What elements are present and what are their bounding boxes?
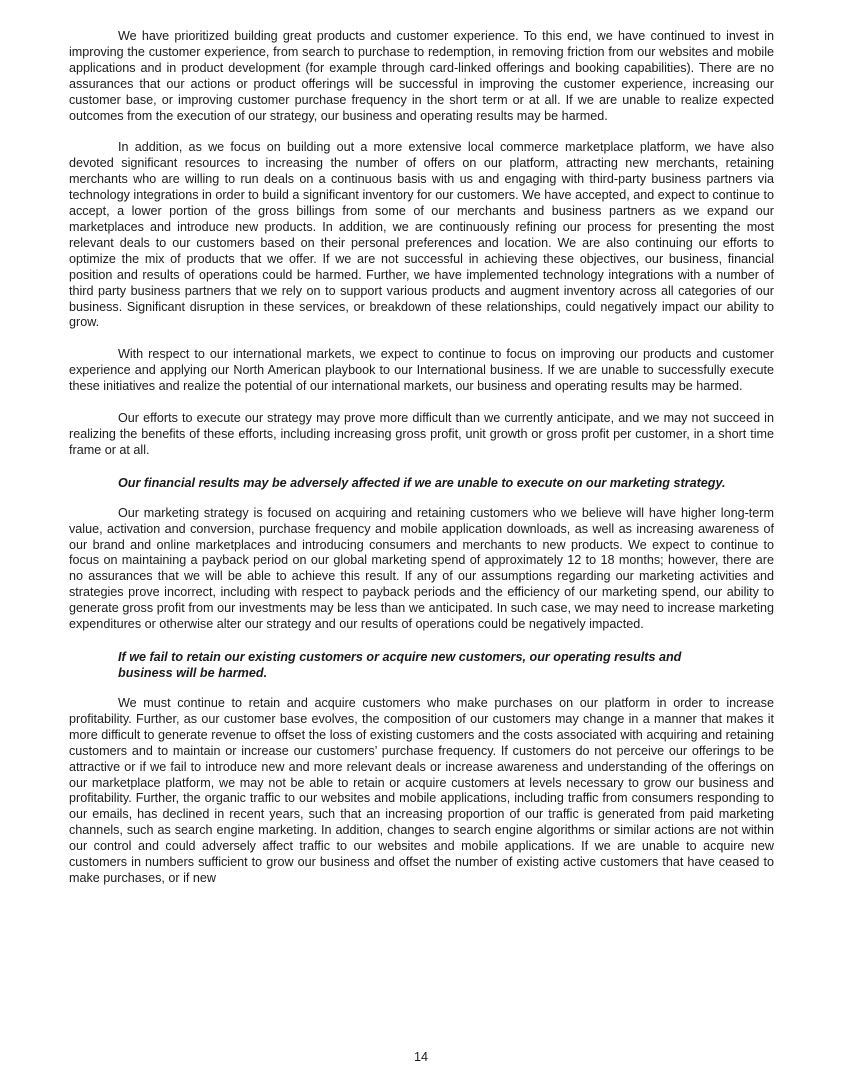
heading-customer-retention: If we fail to retain our existing customers or acquire new customers, our operating results and business will be harmed. (118, 650, 682, 680)
document-page (69, 29, 774, 887)
paragraph-marketing: Our marketing strategy is focused on acquiring and retaining customers who we believe will have higher long-term value, activation and conversion, purchase frequency and mobile application downloads, as well as increasing awareness of our brand and online marketplaces and introducing consumers and merchants to new products. We expect to continue to focus on maintaining a payback period on our global marketing spend of approximately 12 to 18 months; however, there are no assurances that we will be able to achieve this result. If any of our assumptions regarding our marketing activities and strategies prove incorrect, including with respect to payback periods and the efficiency of our marketing spend, our ability to generate gross profit from our investments may be less than we anticipated. In such case, we may need to increase marketing expenditures or otherwise alter our strategy and our results of operations could be negatively impacted. (69, 505, 774, 632)
paragraph-international: With respect to our international markets, we expect to continue to focus on improving our products and customer experience and applying our North American playbook to our International business. If we are unable to successfully execute these initiatives and realize the potential of our international markets, our business and operating results may be harmed. (69, 347, 774, 394)
page-number: 14 (413, 1050, 428, 1064)
paragraph-execution-risk: Our efforts to execute our strategy may prove more difficult than we currently anticipate, and we may not succeed in realizing the benefits of these efforts, including increasing gross profit, unit growth or gross profit per customer, in a short time frame or at all. (69, 411, 774, 457)
paragraph-customers: We must continue to retain and acquire customers who make purchases on our platform in order to increase profitability. Further, as our customer base evolves, the composition of our customers may change in a manner that makes it more difficult to generate revenue to offset the loss of existing customers and the costs associated with acquiring and retaining customers and to maintain or increase our customers’ purchase frequency. If customers do not perceive our offerings to be attractive or if we fail to introduce new and more relevant deals or increase awareness and understanding of the offerings on our marketplace platform, we may not be able to retain or acquire customers at levels necessary to grow our business and profitability. Further, the organic traffic to our websites and mobile applications, including traffic from consumers responding to our emails, has declined in recent years, such that an increasing proportion of our traffic is generated from paid marketing channels, such as search engine marketing. In addition, changes to search engine algorithms or similar actions are not within our control and could adversely affect traffic to our websites and mobile applications. If we are unable to acquire new customers in numbers sufficient to grow our business and offset the number of existing active customers that have ceased to make purchases, or if new (69, 696, 774, 885)
paragraph-local-commerce: In addition, as we focus on building out a more extensive local commerce marketplace platform, we have also devoted significant resources to increasing the number of offers on our platform, attracting new merchants, retaining merchants who are willing to run deals on a continuous basis with us and engaging with third-party business partners via technology integrations in order to build a significant inventory for our customers. We have accepted, and expect to continue to accept, a lower portion of the gross billings from some of our merchants and business partners as we expand our marketplaces and introduce new products. In addition, we are continuously refining our process for presenting the most relevant deals to our customers based on their personal preferences and location. We are also continuing our efforts to optimize the mix of products that we offer. If we are not successful in achieving these objectives, our business, financial position and results of operations could be harmed. Further, we have implemented technology integrations with a number of third party business partners that we rely on to support various products and augment inventory across all categories of our business. Significant disruption in these services, or breakdown of these relationships, could negatively impact our ability to grow. (69, 140, 774, 330)
paragraph-strategy-products: We have prioritized building great products and customer experience. To this end, we have continued to invest in improving the customer experience, from search to purchase to redemption, in removing friction from our websites and mobile applications and in product development (for example through card-linked offerings and booking capabilities). There are no assurances that our actions or product offerings will be successful in improving the customer experience, increasing our customer base, or improving customer purchase frequency in the short term or at all. If we are unable to realize expected outcomes from the execution of our strategy, our business and operating results may be harmed. (69, 29, 774, 123)
heading-marketing-strategy: Our financial results may be adversely affected if we are unable to execute on our marketing strategy. (118, 475, 726, 490)
